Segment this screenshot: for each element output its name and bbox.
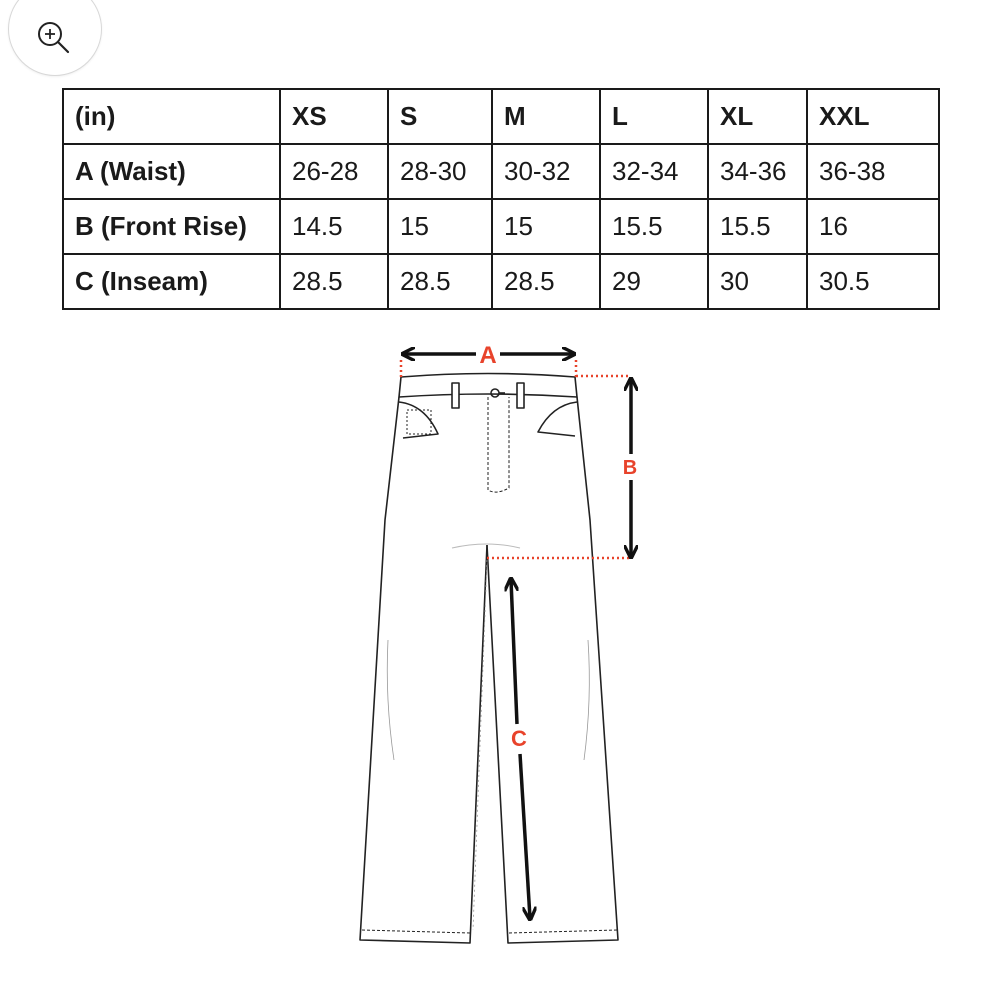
table-cell: 36-38 [807, 144, 939, 199]
table-cell: 15 [388, 199, 492, 254]
table-cell: 15.5 [708, 199, 807, 254]
pants-illustration [360, 374, 618, 944]
table-row-front-rise [63, 199, 939, 254]
table-cell: 28.5 [492, 254, 600, 309]
header-size-l: L [600, 89, 708, 144]
table-cell: 15.5 [600, 199, 708, 254]
measurement-label-b: B [622, 457, 638, 479]
arrow-c [520, 754, 530, 918]
measurement-label-a: A [479, 342, 497, 369]
size-chart-table [62, 88, 940, 310]
header-size-xs: XS [280, 89, 388, 144]
row-label: B (Front Rise) [63, 199, 280, 254]
zoom-button[interactable] [8, 0, 102, 76]
header-unit: (in) [63, 89, 280, 144]
table-cell: 30 [708, 254, 807, 309]
table-cell: 15 [492, 199, 600, 254]
table-cell: 14.5 [280, 199, 388, 254]
row-label: C (Inseam) [63, 254, 280, 309]
table-cell: 16 [807, 199, 939, 254]
table-header-row [63, 89, 939, 144]
header-size-xxl: XXL [807, 89, 939, 144]
table-cell: 29 [600, 254, 708, 309]
header-size-m: M [492, 89, 600, 144]
table-cell: 30-32 [492, 144, 600, 199]
table-cell: 28.5 [280, 254, 388, 309]
table-row-waist [63, 144, 939, 199]
table-cell: 32-34 [600, 144, 708, 199]
table-cell: 28-30 [388, 144, 492, 199]
table-cell: 28.5 [388, 254, 492, 309]
arrow-c [511, 580, 517, 724]
table-row-inseam [63, 254, 939, 309]
table-cell: 34-36 [708, 144, 807, 199]
pants-measurement-diagram [340, 335, 660, 955]
header-size-xl: XL [708, 89, 807, 144]
table-cell: 30.5 [807, 254, 939, 309]
table-cell: 26-28 [280, 144, 388, 199]
row-label: A (Waist) [63, 144, 280, 199]
header-size-s: S [388, 89, 492, 144]
zoom-in-icon [36, 20, 76, 60]
measurement-label-c: C [511, 726, 527, 751]
